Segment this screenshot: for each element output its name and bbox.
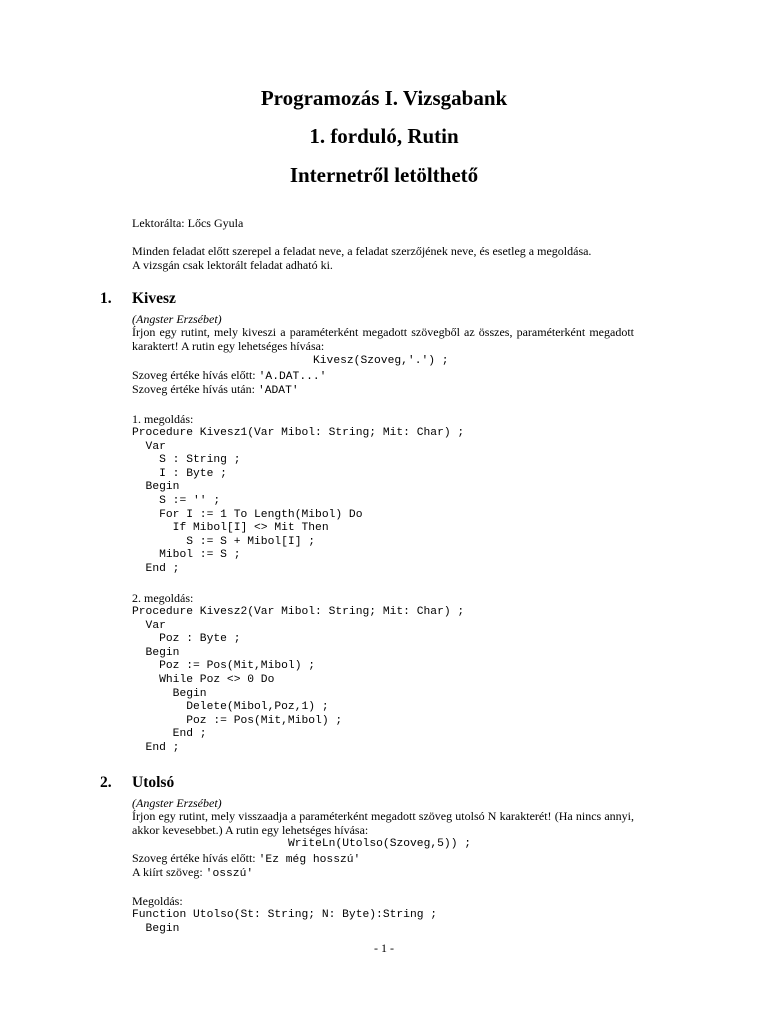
- section-1-call-example: Kivesz(Szoveg,'.') ;: [313, 355, 449, 367]
- section-1-title: Kivesz: [132, 290, 176, 307]
- after-label: Szoveg értéke hívás után:: [132, 382, 258, 396]
- section-2-author: (Angster Erzsébet): [132, 796, 222, 810]
- document-subtitle-2: Internetről letölthető: [289, 163, 479, 187]
- page-number: - 1 -: [374, 941, 394, 955]
- result-value: 'osszú': [205, 868, 254, 880]
- section-2-title: Utolsó: [132, 774, 175, 791]
- section-1-author: (Angster Erzsébet): [132, 312, 222, 326]
- section-1-number: 1.: [100, 290, 112, 307]
- section-1-solution-1-code: Procedure Kivesz1(Var Mibol: String; Mit: Char) ; Var S : String ; I : Byte ; Begin S := '' ; For I := 1 To Length(Mibol) Do If Mibol[I] <> Mit Then S := S + Mibol[I] ; Mibol := S ; End ;: [132, 427, 465, 575]
- before-label: Szoveg értéke hívás előtt:: [132, 368, 259, 382]
- before-value: 'A.DAT...': [258, 371, 327, 383]
- section-2-result: [132, 866, 253, 882]
- section-2-description: Írjon egy rutint, mely visszaadja a paraméterként megadott szöveg utolsó N karakterét! (Ha nincs annyi, akkor kevesebbet.) A rutin egy lehetséges hívása:: [132, 809, 634, 837]
- document-title: Programozás I. Vizsgabank: [260, 86, 508, 110]
- intro-line-1: Minden feladat előtt szerepel a feladat neve, a feladat szerzőjének neve, és esetleg a megoldása.: [132, 244, 592, 258]
- before-label: Szoveg értéke hívás előtt:: [132, 851, 259, 865]
- section-1-solution-2-code: Procedure Kivesz2(Var Mibol: String; Mit: Char) ; Var Poz : Byte ; Begin Poz := Pos(Mit,Mibol) ; While Poz <> 0 Do Begin Delete(Mibol,Poz,1) ; Poz := Pos(Mit,Mibol) ; End ; End ;: [132, 606, 465, 754]
- after-value: 'ADAT': [257, 385, 299, 397]
- section-2-solution-label: Megoldás:: [132, 894, 183, 908]
- section-2-call-example: WriteLn(Utolso(Szoveg,5)) ;: [288, 838, 472, 850]
- before-value: 'Ez még hosszú': [258, 854, 361, 866]
- reviewer-line: Lektorálta: Lőcs Gyula: [132, 216, 244, 230]
- document-subtitle: 1. forduló, Rutin: [309, 124, 459, 148]
- section-1-after: [132, 383, 299, 399]
- result-label: A kiírt szöveg:: [132, 865, 206, 879]
- section-1-solution-2-label: 2. megoldás:: [132, 591, 194, 605]
- section-1-solution-1-label: 1. megoldás:: [132, 412, 194, 426]
- intro-line-2: A vizsgán csak lektorált feladat adható ki.: [132, 258, 333, 272]
- section-2-solution-code: Function Utolso(St: String; N: Byte):String ; Begin: [132, 909, 438, 935]
- section-2-number: 2.: [100, 774, 112, 791]
- section-1-description: Írjon egy rutint, mely kiveszi a paraméterként megadott szövegből az összes, paraméterként megadott karaktert! A rutin egy lehetséges hívása:: [132, 325, 634, 353]
